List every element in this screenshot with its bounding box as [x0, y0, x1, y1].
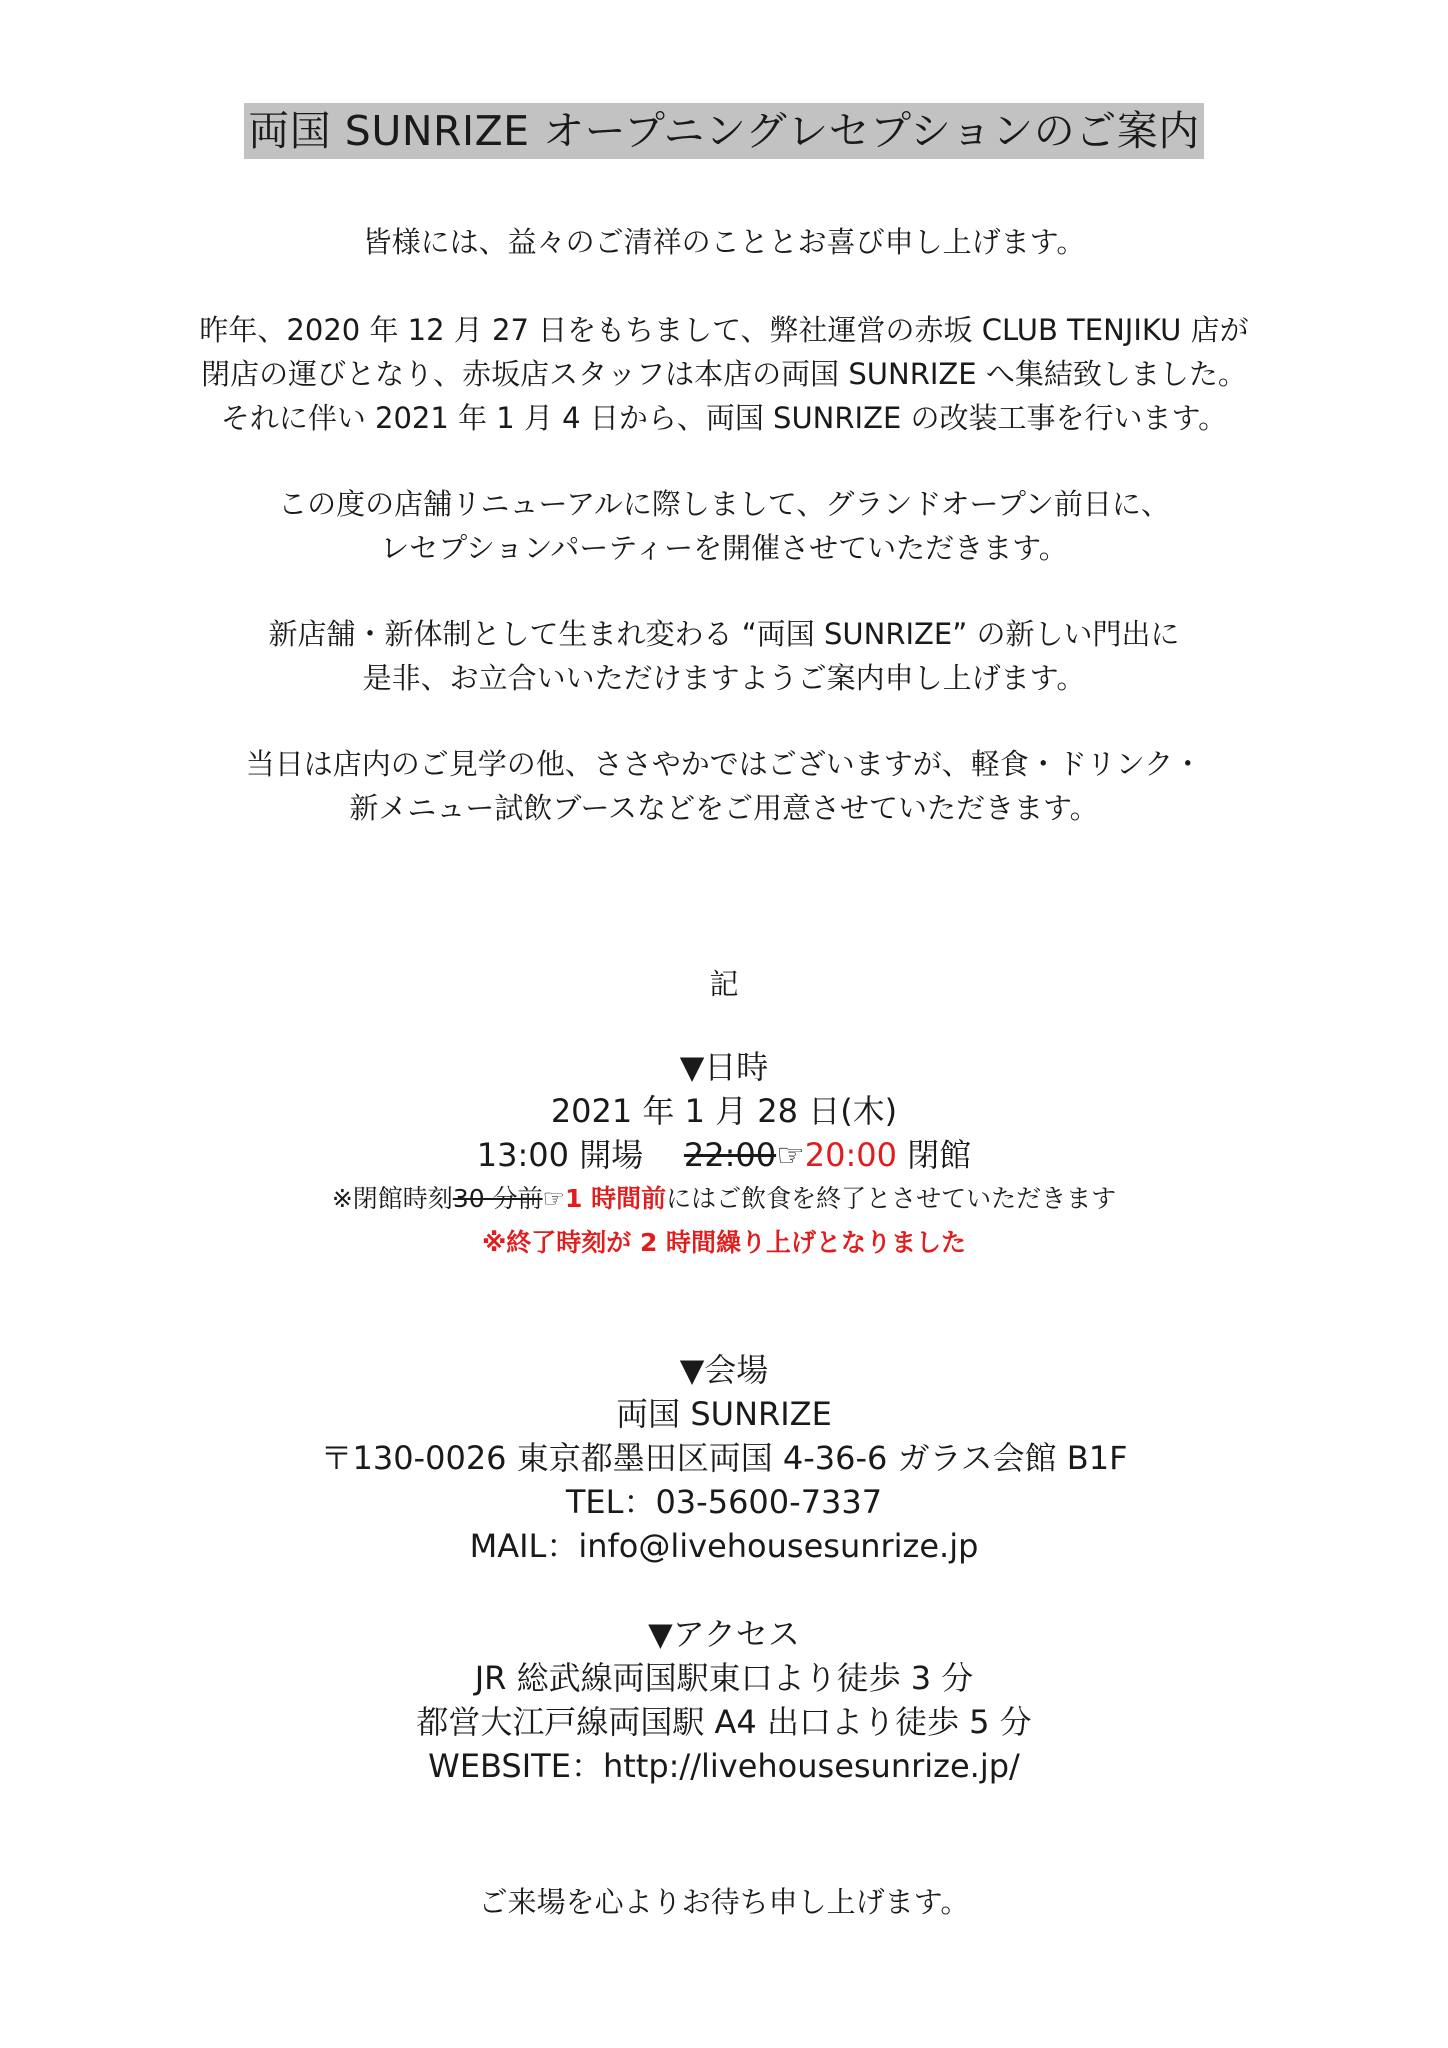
access-line-oedo: 都営大江戸線両国駅 A4 出口より徒歩 5 分: [416, 1703, 1032, 1741]
datetime-section: [0, 1045, 1448, 1265]
title-container: [0, 103, 1448, 159]
party-line: レセプションパーティーを開催させていただきます。: [380, 531, 1068, 565]
ki-mark: 記: [709, 967, 739, 1001]
catering-line: 新メニュー試飲ブースなどをご用意させていただきます。: [349, 791, 1099, 825]
invite-line: 新店舗・新体制として生まれ変わる “両国 SUNRIZE” の新しい門出に: [268, 617, 1180, 651]
venue-name: 両国 SUNRIZE: [616, 1395, 832, 1433]
datetime-header: ▼日時: [679, 1048, 769, 1086]
note-old-time: 30 分前: [452, 1184, 543, 1213]
note-prefix: ※閉館時刻: [331, 1184, 453, 1213]
catering-line: 当日は店内のご見学の他、ささやかではございますが、軽食・ドリンク・: [245, 747, 1203, 781]
event-hours: [0, 1133, 1448, 1177]
page-title: 両国 SUNRIZE オープニングレセプションのご案内: [244, 103, 1203, 159]
greeting-line: 皆様には、益々のご清祥のこととお喜び申し上げます。: [362, 225, 1086, 259]
access-line-jr: JR 総武線両国駅東口より徒歩 3 分: [474, 1659, 974, 1697]
venue-header: ▼会場: [679, 1351, 769, 1389]
invite-paragraph: [0, 612, 1448, 700]
venue-section: [0, 1348, 1448, 1568]
access-header: ▼アクセス: [648, 1615, 800, 1653]
venue-mail: MAIL：info@livehousesunrize.jp: [469, 1527, 979, 1565]
new-close-time: 20:00: [804, 1136, 898, 1174]
open-time: 13:00 開場: [476, 1136, 644, 1174]
close-label: 閉館: [907, 1136, 972, 1174]
venue-address: 〒130-0026 東京都墨田区両国 4-36-6 ガラス会館 B1F: [320, 1439, 1128, 1477]
intro-line: それに伴い 2021 年 1 月 4 日から、両国 SUNRIZE の改装工事を行います。: [220, 401, 1228, 435]
intro-line: 閉店の運びとなり、赤坂店スタッフは本店の両国 SUNRIZE へ集結致しました。: [201, 357, 1247, 391]
last-order-note: [0, 1177, 1448, 1221]
note-suffix: にはご飲食を終了とさせていただきます: [666, 1184, 1117, 1213]
invite-line: 是非、お立合いいただけますようご案内申し上げます。: [362, 661, 1086, 695]
access-section: [0, 1612, 1448, 1788]
intro-line: 昨年、2020 年 12 月 27 日をもちまして、弊社運営の赤坂 CLUB TENJIKU 店が: [199, 313, 1249, 347]
pointing-hand-icon: ☞: [776, 1136, 805, 1174]
venue-tel: TEL：03-5600-7337: [565, 1483, 883, 1521]
intro-paragraph: [0, 308, 1448, 440]
party-line: この度の店舗リニューアルに際しまして、グランドオープン前日に、: [278, 487, 1170, 521]
catering-paragraph: [0, 742, 1448, 830]
closing-paragraph: [0, 1880, 1448, 1924]
change-notice: ※終了時刻が 2 時間繰り上げとなりました: [481, 1228, 967, 1257]
party-paragraph: [0, 482, 1448, 570]
event-date: 2021 年 1 月 28 日(木): [550, 1092, 898, 1130]
greeting-paragraph: [0, 220, 1448, 264]
note-new-time: 1 時間前: [565, 1184, 667, 1213]
pointing-hand-icon: ☞: [542, 1184, 565, 1213]
website-link[interactable]: WEBSITE：http://livehousesunrize.jp/: [428, 1747, 1020, 1785]
closing-line: ご来場を心よりお待ち申し上げます。: [478, 1885, 970, 1919]
old-close-time: 22:00: [683, 1136, 777, 1174]
